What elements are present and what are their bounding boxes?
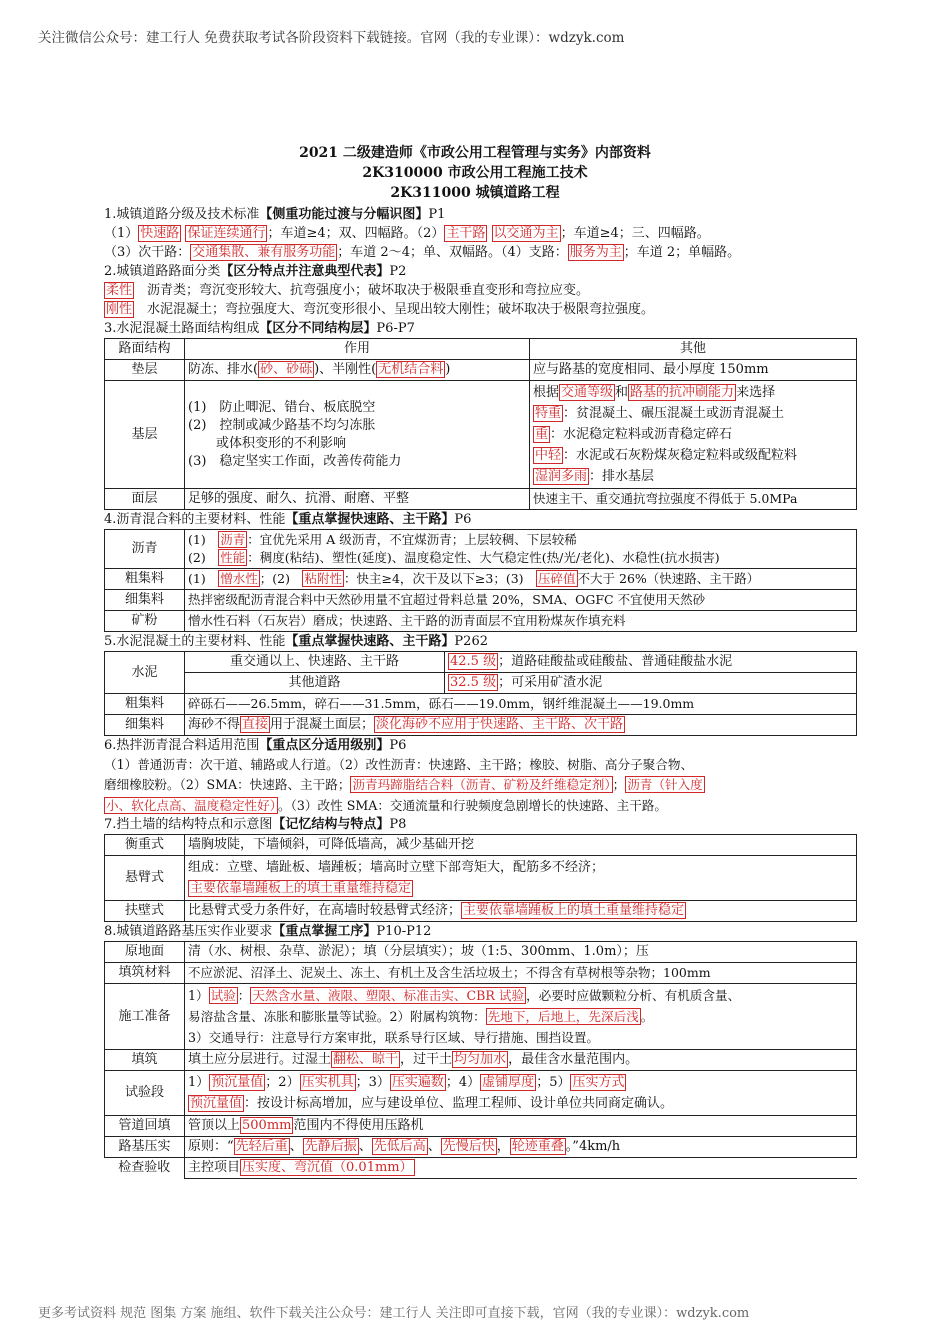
table-cell: (1) 防止唧泥、错台、板底脱空 (2) 控制或减少路基不均匀冻胀 或体积变形的不利影响 (3) 稳定坚实工作面，改善传荷能力 (185, 381, 530, 489)
row-label: 悬臂式 (105, 856, 185, 901)
section-heading-text: 1.城镇道路分级及技术标准 (104, 207, 260, 222)
row-label: 填筑 (105, 1050, 185, 1071)
section-1-line-1: （1） 快速路 保证连续通行 ；车道≥4；双、四幅路。（2） 主干路 以交通为主 ；车道≥4；三、四幅路。 (104, 226, 710, 241)
row-label: 填筑材料 (105, 963, 185, 984)
section-6-line-3: 小、软化点高、温度稳定性好） 。（3）改性 SMA：交通流量和行驶频度急剧增长的快速路、主干路。 (106, 798, 667, 813)
table-row (105, 1137, 857, 1158)
table-cell: 比悬臂式受力条件好，在高墙时较悬臂式经济； 主要依靠墙踵板上的填土重量维持稳定 (185, 901, 857, 922)
table-row (105, 942, 857, 963)
table-cell: (1) 憎水性 ；(2) 粘附性 ：快主≥4，次干及以下≥3；(3) 压碎值 不大于 26%（快速路、主干路） (185, 569, 857, 590)
section-title: 2K311000 城镇道路工程 (390, 185, 560, 201)
page-footer-notice: 更多考试资料 规范 图集 方案 施组、软件下载关注公众号：建工行人 关注即可直接下载，官网（我的专业课）：wdzyk.com (38, 1306, 750, 1321)
table-cell: 清（水、树根、杂草、淤泥）；填（分层填实）；坡（1:5、300mm、1.0m）；压 (185, 942, 857, 963)
table-row (105, 694, 857, 715)
section-5-heading: 5.水泥混凝土的主要材料、性能【重点掌握快速路、主干路】P262 (104, 634, 488, 649)
table-header-row (105, 339, 857, 360)
table-row (105, 901, 857, 922)
table-row (105, 569, 857, 590)
page-ref: P1 (428, 207, 446, 222)
table-cell: 1） 试验 ： 天然含水量、液限、塑限、标准击实、CBR 试验 ，必要时应做颗粒分析、有机质含量、 易溶盐含量、冻胀和膨胀量等试验。2）附属构筑物： 先地下，后地上，先深后浅 。 3）交通导行：注意导行方案审批，联系导行区域、导行措施、围挡设置。 (185, 984, 857, 1050)
row-label: 路基压实 (105, 1137, 185, 1158)
pavement-structure-table (104, 338, 857, 510)
table-cell: 组成：立壁、墙趾板、墙踵板；墙高时立壁下部弯矩大，配筋多不经济； 主要依靠墙踵板上的填土重量维持稳定 (185, 856, 857, 901)
document-titles (0, 143, 950, 203)
row-label: 粗集料 (105, 694, 185, 715)
highlight-term: 快速路 (140, 226, 180, 241)
table-row (105, 530, 857, 569)
row-label: 试验段 (105, 1071, 185, 1116)
asphalt-materials-table (104, 529, 857, 632)
highlight-term: 主干路 (446, 226, 486, 241)
highlight-term: 柔性 (106, 283, 133, 298)
table-cell: 墙胸坡陡，下墙倾斜，可降低墙高，减少基础开挖 (185, 835, 857, 856)
table-header-cell: 作用 (185, 339, 530, 360)
table-row (105, 1116, 857, 1137)
row-label: 检查验收 (105, 1158, 185, 1179)
row-label: 水泥 (105, 652, 185, 694)
table-header-cell: 其他 (530, 339, 857, 360)
table-cell: 热拌密级配沥青混合料中天然砂用量不宜超过骨料总量 20%，SMA、OGFC 不宜使用天然砂 (185, 590, 857, 611)
document-title: 2021 二级建造师《市政公用工程管理与实务》内部资料 (299, 145, 651, 161)
section-2-line-1: 柔性 沥青类；弯沉变形较大、抗弯强度小；破坏取决于极限垂直变形和弯拉应变。 (106, 283, 590, 298)
row-label: 矿粉 (105, 611, 185, 632)
row-label: 垫层 (105, 360, 185, 381)
section-2-heading: 2.城镇道路路面分类【区分特点并注意典型代表】P2 (104, 264, 407, 279)
row-label: 细集料 (105, 590, 185, 611)
section-3-heading: 3.水泥混凝土路面结构组成【区分不同结构层】P6-P7 (104, 321, 415, 336)
table-row (105, 856, 857, 901)
table-cell: 其他道路 (185, 673, 445, 694)
table-cell: 不应淤泥、沼泽土、泥炭土、冻土、有机土及含生活垃圾土；不得含有草树根等杂物；100mm (185, 963, 857, 984)
section-6-line-2: 磨细橡胶粉。（2）SMA：快速路、主干路； 沥青玛蹄脂结合料（沥青、矿粉及纤维稳定剂） ； 沥青（针入度 (104, 777, 703, 792)
table-header-cell: 路面结构 (105, 339, 185, 360)
table-row (105, 963, 857, 984)
concrete-materials-table (104, 651, 857, 736)
table-row (105, 1071, 857, 1116)
section-6-line-1: （1）普通沥青：次干道、辅路或人行道。（2）改性沥青：快速路、主干路；橡胶、树脂、高分子聚合物、 (104, 757, 694, 772)
section-8-heading: 8.城镇道路路基压实作业要求【重点掌握工序】P10-P12 (104, 924, 432, 939)
table-row (105, 835, 857, 856)
table-cell: 碎砾石——26.5mm，碎石——31.5mm，砾石——19.0mm，钢纤维混凝土——19.0mm (185, 694, 857, 715)
section-focus: 【侧重功能过渡与分幅识图】 (259, 207, 429, 222)
row-label: 基层 (105, 381, 185, 489)
row-label: 原地面 (105, 942, 185, 963)
table-row (105, 652, 857, 673)
table-row (105, 590, 857, 611)
table-cell: 主控项目 压实度、弯沉值（0.01mm） (185, 1158, 857, 1179)
table-cell: (1) 沥青 ：宜优先采用 A 级沥青，不宜煤沥青；上层较稠、下层较稀 (2) 性能 ：稠度(粘结)、塑性(延度)、温度稳定性、大气稳定性(热/光/老化)、水稳性(抗水损害) (185, 530, 857, 569)
highlight-term: 刚性 (106, 302, 133, 317)
section-6-heading: 6.热拌沥青混合料适用范围【重点区分适用级别】P6 (104, 738, 407, 753)
table-row (105, 360, 857, 381)
row-label: 扶壁式 (105, 901, 185, 922)
row-label: 衡重式 (105, 835, 185, 856)
table-cell: 32.5 级 ；可采用矿渣水泥 (445, 673, 857, 694)
table-cell: 应与路基的宽度相同、最小厚度 150mm (530, 360, 857, 381)
table-cell: 管顶以上 500mm 范围内不得使用压路机 (185, 1116, 857, 1137)
table-cell: 防冻、排水( 砂、砂砾 )、半刚性( 无机结合料 ) (185, 360, 530, 381)
table-cell: 重交通以上、快速路、主干路 (185, 652, 445, 673)
table-row (105, 984, 857, 1050)
retaining-wall-table (104, 834, 857, 922)
table-row (105, 715, 857, 736)
table-cell: 原则：“ 先轻后重 、 先静后振 、 先低后高 、 先慢后快 ， 轮迹重叠 。”4km/h (185, 1137, 857, 1158)
table-row (105, 611, 857, 632)
section-1-heading (104, 205, 856, 224)
section-4-heading: 4.沥青混合料的主要材料、性能【重点掌握快速路、主干路】P6 (104, 512, 472, 527)
row-label: 施工准备 (105, 984, 185, 1050)
table-cell: 足够的强度、耐久、抗滑、耐磨、平整 (185, 489, 530, 510)
table-cell: 42.5 级 ；道路硅酸盐或硅酸盐、普通硅酸盐水泥 (445, 652, 857, 673)
table-row (105, 489, 857, 510)
chapter-title: 2K310000 市政公用工程施工技术 (362, 165, 588, 181)
subgrade-compaction-table (104, 941, 857, 1179)
section-7-heading: 7.挡土墙的结构特点和示意图【记忆结构与特点】P8 (104, 817, 407, 832)
row-label: 面层 (105, 489, 185, 510)
highlight-term: 交通集散、兼有服务功能 (192, 245, 336, 260)
table-cell: 根据 交通等级 和 路基的抗冲刷能力 来选择 特重 ：贫混凝土、碾压混凝土或沥青混凝土 重 ：水泥稳定粒料或沥青稳定碎石 中轻 ：水泥或石灰粉煤灰稳定粒料或级配粒料 湿润多雨 ：排水基层 (530, 381, 857, 489)
table-cell: 1） 预沉量值 ；2） 压实机具 ；3） 压实遍数 ；4） 虚铺厚度 ；5） 压实方式 预沉量值 ：按设计标高增加，应与建设单位、监理工程师、设计单位共同商定确认。 (185, 1071, 857, 1116)
table-row (105, 1050, 857, 1071)
row-label: 管道回填 (105, 1116, 185, 1137)
table-cell: 憎水性石料（石灰岩）磨成；快速路、主干路的沥青面层不宜用粉煤灰作填充料 (185, 611, 857, 632)
document-body (104, 205, 856, 1179)
section-1-line-2: （3）次干路： 交通集散、兼有服务功能 ；车道 2～4；单、双幅路。（4）支路： 服务为主 ；车道 2；单幅路。 (104, 245, 741, 260)
table-row (105, 673, 857, 694)
highlight-term: 以交通为主 (493, 226, 559, 241)
highlight-term: 保证连续通行 (187, 226, 266, 241)
section-2-line-2: 刚性 水泥混凝土；弯拉强度大、弯沉变形很小、呈现出较大刚性；破坏取决于极限弯拉强度。 (106, 302, 655, 317)
highlight-term: 服务为主 (569, 245, 622, 260)
table-cell: 海砂不得 直接 用于混凝土面层； 淡化海砂不应用于快速路、主干路、次干路 (185, 715, 857, 736)
row-label: 粗集料 (105, 569, 185, 590)
table-row (105, 381, 857, 489)
row-label: 细集料 (105, 715, 185, 736)
table-cell: 快速主干、重交通抗弯拉强度不得低于 5.0MPa (530, 489, 857, 510)
table-row (105, 1158, 857, 1179)
row-label: 沥青 (105, 530, 185, 569)
page-header-notice: 关注微信公众号：建工行人 免费获取考试各阶段资料下载链接。官网（我的专业课）：wdzyk.com (38, 30, 625, 46)
table-cell: 填土应分层进行。过湿土 翻松、晾干 ，过干土 均匀加水 ，最佳含水量范围内。 (185, 1050, 857, 1071)
